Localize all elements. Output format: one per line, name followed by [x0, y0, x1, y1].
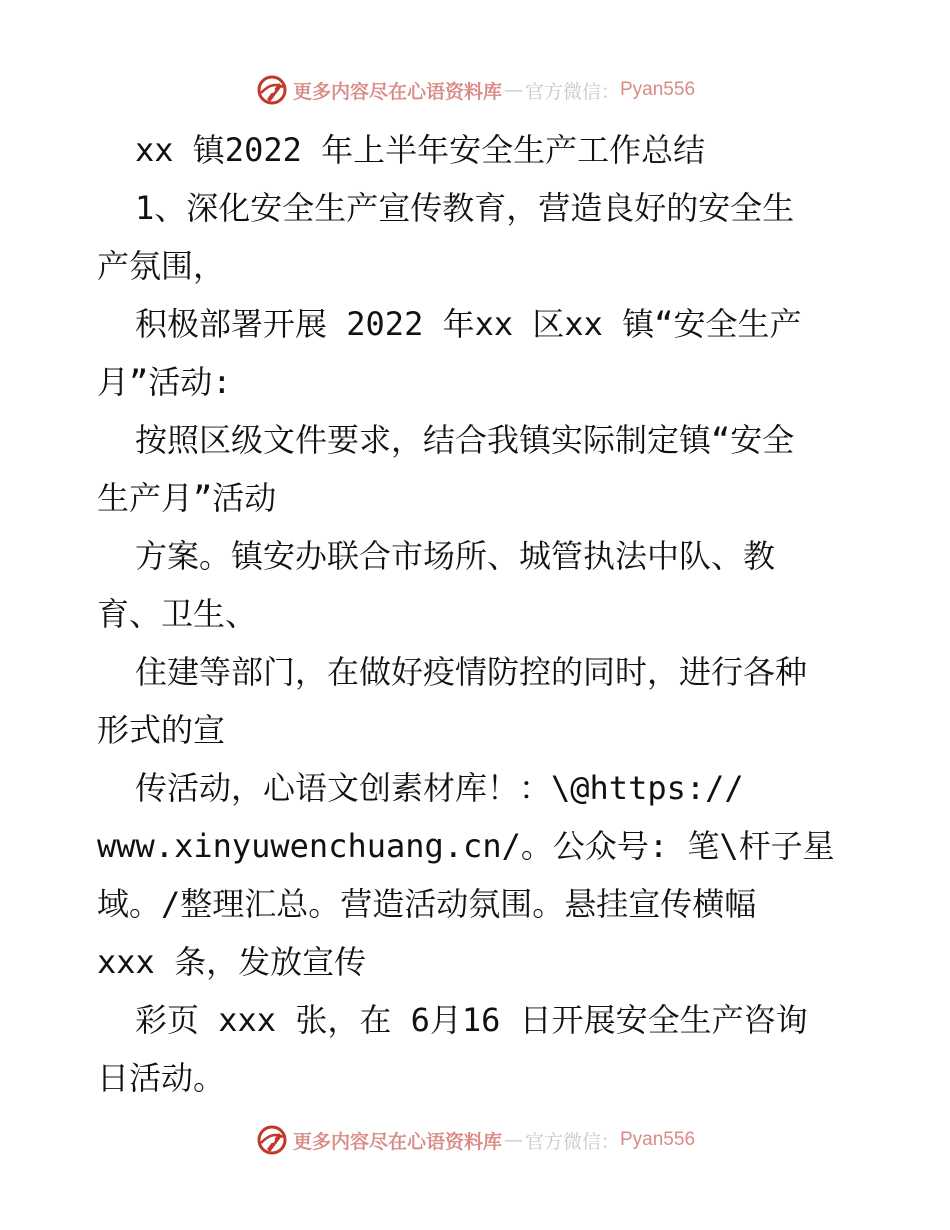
document-line: 按照区级文件要求，结合我镇实际制定镇“安全: [135, 421, 795, 459]
watermark-header: [0, 70, 950, 110]
document-line: 生产月”活动: [97, 479, 277, 517]
watermark-wechat-id: Pyan556: [620, 79, 696, 100]
watermark-wechat-label: 官方微信：: [524, 80, 620, 103]
watermark-separator: —: [503, 79, 523, 101]
document-line: 形式的宣: [97, 711, 226, 749]
document-line: xxx 条，发放宣传: [97, 943, 367, 981]
document-line: 域。/整理汇总。营造活动氛围。悬挂宣传横幅: [97, 885, 757, 923]
document-line: 产氛围，: [97, 247, 226, 285]
red-swirl-pen-logo-icon: [255, 1123, 289, 1157]
watermark-wechat-id: Pyan556: [620, 1129, 696, 1150]
watermark-site-text: 更多内容尽在心语资料库: [292, 1130, 502, 1153]
watermark-site-text: 更多内容尽在心语资料库: [292, 80, 502, 103]
document-line: 月”活动:: [97, 363, 232, 401]
document-line: 住建等部门，在做好疫情防控的同时，进行各种: [135, 653, 808, 691]
document-line: www.xinyuwenchuang.cn/。公众号: 笔\杆子星: [97, 827, 835, 865]
document-line: 积极部署开展 2022 年xx 区xx 镇“安全生产: [135, 305, 802, 343]
red-swirl-pen-logo-icon: [255, 73, 289, 107]
document-line: 传活动，心语文创素材库！：\@https://: [135, 769, 744, 807]
document-line: 彩页 xxx 张，在 6月16 日开展安全生产咨询: [135, 1001, 808, 1039]
document-line: 方案。镇安办联合市场所、城管执法中队、教: [135, 537, 776, 575]
document-title: xx 镇2022 年上半年安全生产工作总结: [135, 131, 706, 169]
document-line: 育、卫生、: [97, 595, 258, 633]
document-body: [97, 121, 867, 1107]
document-line: 日活动。: [97, 1059, 226, 1097]
watermark-footer: [0, 1120, 950, 1160]
document-line: 1、深化安全生产宣传教育，营造良好的安全生: [135, 189, 795, 227]
watermark-separator: —: [503, 1129, 523, 1151]
watermark-wechat-label: 官方微信：: [524, 1130, 620, 1153]
